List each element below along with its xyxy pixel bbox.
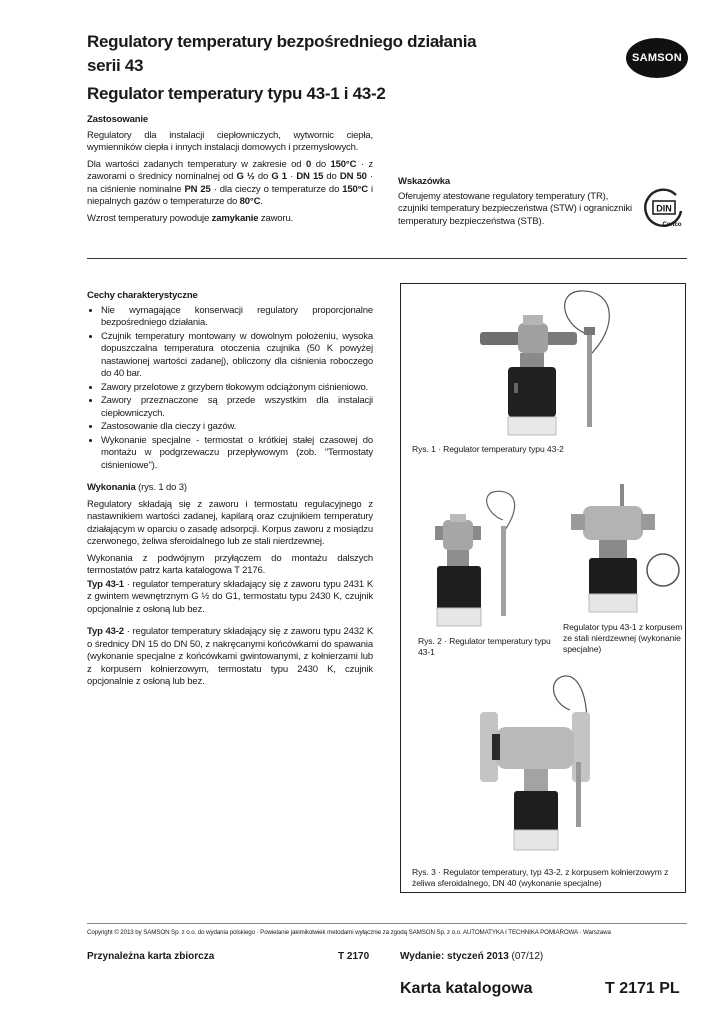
page-title [87,30,587,106]
copyright: Copyright © 2013 by SAMSON Sp. z o.o. do wydania polskiego · Powielanie jakimikolwiek metodami wyłącznie za zgodą SAMSON Sp. z o.o. AUTOMATYKA I TECHNIKA POMIAROWA · Warszawa [87,929,611,936]
wykonania-p1: Regulatory składają się z zaworu i termostatu regulacyjnego z nastawnikiem wartości zadanej, kapilarą oraz czujnikiem temperatury działającym w oparciu o zasadę adsorpcji. Korpus zaworu z mosiądzu czerwonego, żeliwa sferoidalnego lub ze stali nierdzewnej. [87,498,373,547]
fig3-caption: Rys. 3 · Regulator temperatury, typ 43-2, z korpusem kołnierzowym z żeliwa sferoidalnego, DN 40 (wykonanie specjalne) [412,867,669,888]
list-item: • Czujnik temperatury montowany w dowolnym położeniu, wysoka dopuszczalna temperatura otoczenia czujnika (50 K powyżej nastawionej wartości zadanej), obliczony dla ciśnienia roboczego do 40 bar. [101,331,373,381]
section-wskazowka [398,176,640,228]
title-line-3: Regulator temperatury typu 43-1 i 43-2 [87,84,386,103]
wykonania-heading: Wykonania (rys. 1 do 3) [87,482,187,493]
zastosowanie-heading: Zastosowanie [87,114,149,125]
fig2-regulator-image [425,490,535,630]
footer-divider [87,923,687,924]
logo-text: SAMSON [631,52,683,64]
list-item: • Zawory przeznaczone są przede wszystkim dla instalacji ciepłowniczych. [101,395,373,420]
din-certco-icon [640,186,686,232]
list-item: • Zawory przelotowe z grzybem tłokowym odciążonym ciśnieniowo. [101,382,373,395]
zastosowanie-p3: Wzrost temperatury powoduje zamykanie zaworu. [87,212,294,224]
fig1-regulator-image [470,287,620,437]
sheet-label: Karta katalogowa [400,980,533,997]
wykonania-p3: Typ 43-1 · regulator temperatury składający się z zaworu typu 2431 K z gwintem wewnętrznym G ½ do G1, termostatu typu 2430 K, czujnik opcjonalnie z osłoną lub bez. [87,578,374,615]
samson-logo [626,38,688,78]
related-label: Przynależna karta zbiorcza [87,951,215,962]
sheet-number: T 2171 PL [605,980,680,997]
wykonania-p2: Wykonania z podwójnym przyłączem do montażu dalszych termostatów patrz karta katalogowa T 2176. [87,552,373,576]
cechy-heading: Cechy charakterystyczne [87,290,198,301]
section-zastosowanie [87,114,373,229]
fig2b-regulator-image [565,478,685,618]
fig2-caption: Rys. 2 · Regulator temperatury typu 43-1 [418,636,551,657]
fig1-caption: Rys. 1 · Regulator temperatury typu 43-2 [412,444,564,454]
fig3-regulator-image [470,672,620,862]
related-number: T 2170 [338,951,370,962]
din-sub: Certco [662,222,682,228]
list-item: • Nie wymagające konserwacji regulatory proporcjonalne bezpośredniego działania. [101,305,373,330]
title-line-1: Regulatory temperatury bezpośredniego działania [87,32,477,51]
edition: Wydanie: styczeń 2013 (07/12) [400,951,544,962]
wykonania-p4: Typ 43-2 · regulator temperatury składający się z zaworu typu 2432 K o średnicy DN 15 do DN 50, z nakręcanymi końcówkami do spawania (wykonanie specjalne z końcówkami gwintowanymi, z kołnierzami lub z korpusem kołnierzowym, termostatu typu 2430 K, czujnik opcjonalnie z osłoną lub bez. [87,626,374,687]
wskazowka-text: Oferujemy atestowane regulatory temperatury (TR), czujniki temperatury bezpieczeństwa (STW) i ograniczniki temperatury bezpieczeństwa (STB). [398,190,632,227]
section-cechy [87,290,373,693]
zastosowanie-p1: Regulatory dla instalacji ciepłowniczych, wytwornic ciepła, wymienników ciepła i innych instalacji domowych i przemysłowych. [87,129,373,153]
list-item: • Zastosowanie dla cieczy i gazów. [101,421,373,434]
din-label: DIN [656,203,672,214]
title-line-2: serii 43 [87,56,144,75]
fig2b-caption: Regulator typu 43-1 z korpusem ze stali nierdzewnej (wykonanie specjalne) [563,622,683,654]
wskazowka-heading: Wskazówka [398,176,450,187]
zastosowanie-p2: Dla wartości zadanych temperatury w zakresie od 0 do 150°C · z zaworami o średnicy nominalnej od G ½ do G 1 · DN 15 do DN 50 · na ciśnienie nominalne PN 25 · dla cieczy o temperaturze do 150°C i niepalnych gazów o temperaturze do 80°C. [87,158,374,207]
cechy-list [87,305,373,473]
divider [87,258,687,259]
list-item: • Wykonanie specjalne - termostat o krótkiej stałej czasowej do montażu w podgrzewaczu przepływowym (zob. "Termostaty ciśnieniowe"). [101,435,373,473]
